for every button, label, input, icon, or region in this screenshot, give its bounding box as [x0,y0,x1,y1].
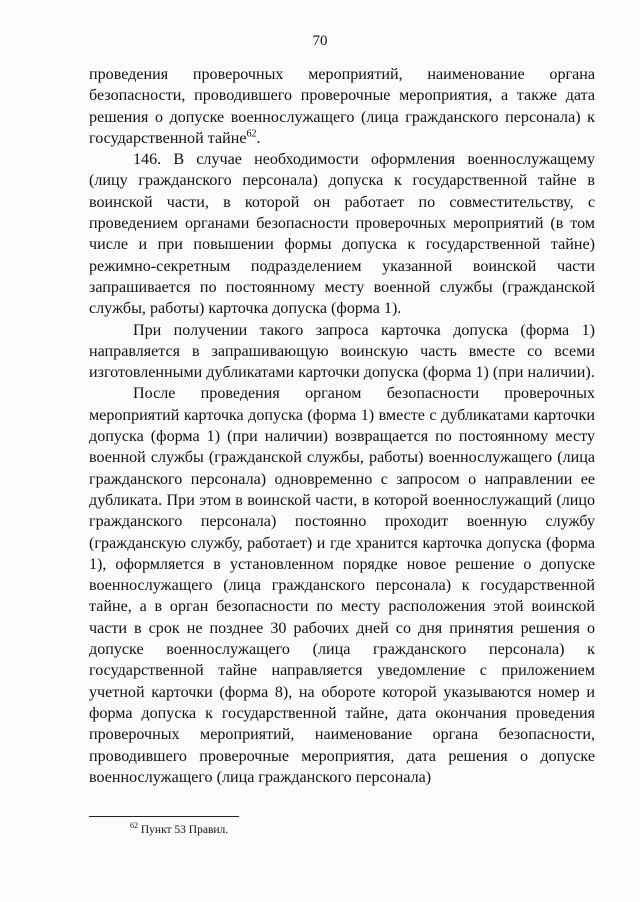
footnote-text: Пункт 53 Правил. [140,824,229,836]
footnote [130,821,229,836]
paragraph-continuation [89,64,595,149]
paragraph-request: При получении такого запроса карточка допуска (форма 1) направляется в запрашивающую воинскую часть вместе со всеми изготовленными дубликатами карточки допуска (форма 1) (при наличии). [89,321,595,382]
footnote-reference: 62 [246,128,257,140]
paragraph-end: . [256,129,261,147]
footnote-divider [89,816,239,817]
paragraph-text: проведения проверочных мероприятий, наименование органа безопасности, проводившего проверочные мероприятия, а также дата решения о допуске военнослужащего (лица гражданского персонала) к государственной тайне [89,66,595,147]
footnote-number: 62 [130,821,138,831]
body-text [89,64,595,788]
paragraph-146: 146. В случае необходимости оформления военнослужащему (лицу гражданского персонала) допуска к государственной тайне в воинской части, в которой он работает по совместительству, с проведением органами безопасности проверочных мероприятий (в том числе и при повышении формы допуска к государственной тайне) режимно-секретным подразделением указанной воинской части запрашивается по постоянному месту военной службы (гражданской службы, работы) карточка допуска (форма 1). [89,151,595,318]
page-number: 70 [312,33,328,49]
paragraph-after-check: После проведения органом безопасности проверочных мероприятий карточка допуска (форма 1) вместе с дубликатами карточки допуска (форма 1) (при наличии) возвращается по постоянному месту военной службы (гражданской службы, работы) военнослужащего (лица гражданского персонала) одновременно с запросом о направлении ее дубликата. При этом в воинской части, в которой военнослужащий (лицо гражданского персонала) постоянно проходит военную службу (гражданскую службу, работает) и где хранится карточка допуска (форма 1), оформляется в установленном порядке новое решение о допуске военнослужащего (лица гражданского персонала) к государственной тайне, а в орган безопасности по месту расположения этой воинской части в срок не позднее 30 рабочих дней со дня принятия решения о допуске военнослужащего (лица гражданского персонала) к государственной тайне направляется уведомление с приложением учетной карточки (форма 8), на обороте которой указываются номер и форма допуска к государственной тайне, дата окончания проведения проверочных мероприятий, наименование органа безопасности, проводившего проверочные мероприятия, дата решения о допуске военнослужащего (лица гражданского персонала) [89,385,595,786]
